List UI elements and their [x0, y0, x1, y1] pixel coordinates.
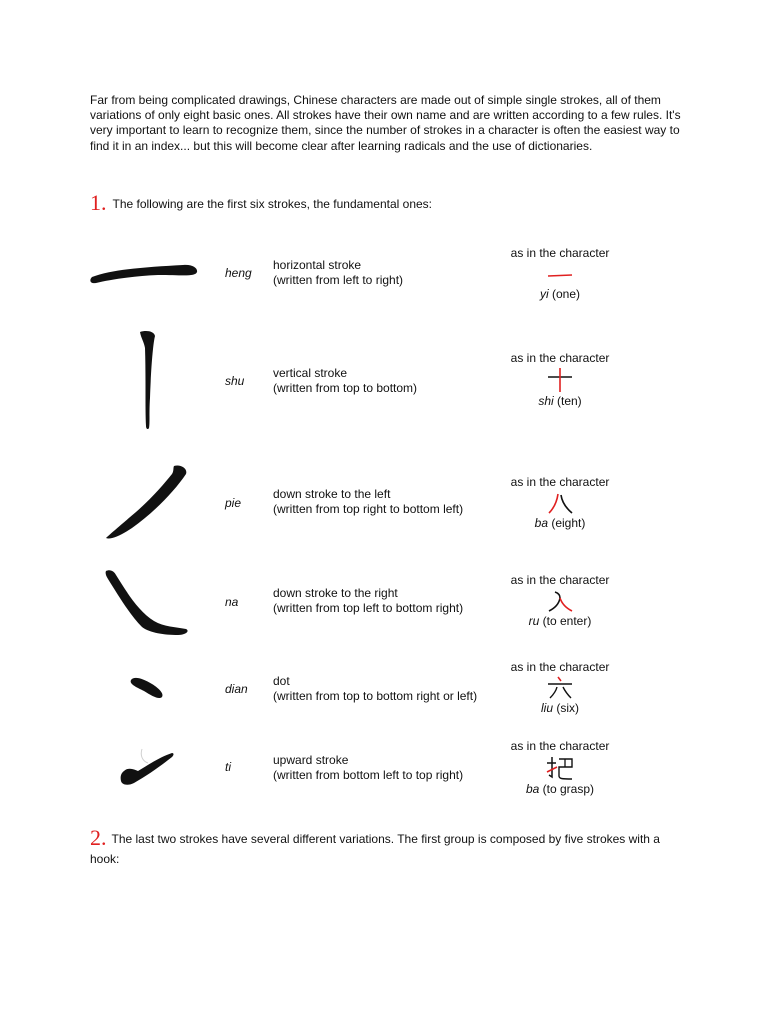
- example-pinyin: ru: [528, 614, 540, 628]
- example-character: [500, 246, 620, 301]
- character-shi-icon: [545, 367, 575, 393]
- stroke-desc-line2: (written from top left to bottom right): [273, 601, 464, 615]
- example-translation: (to enter): [542, 614, 592, 628]
- example-meaning: [500, 516, 620, 530]
- stroke-desc-line2: (written from top to bottom): [273, 381, 418, 395]
- character-ba-eight-icon: [545, 491, 575, 515]
- stroke-description: [273, 366, 417, 396]
- stroke-desc-line1: down stroke to the right: [273, 586, 398, 600]
- example-translation: (one): [552, 287, 581, 301]
- heng-stroke-icon: [88, 259, 203, 287]
- as-in-label: as in the character: [510, 475, 610, 489]
- intro-paragraph: Far from being complicated drawings, Chinese characters are made out of simple single strokes, all of them variations of only eight basic ones. All strokes have their own name and are written according to a few rules. It's very important to learn to recognize them, since the number of strokes in a character is often the easiest way to find it in an index... but this will become clear after learning radicals and the use of dictionaries.: [90, 93, 681, 153]
- stroke-name: heng: [225, 266, 252, 280]
- example-character: [500, 351, 620, 408]
- example-pinyin: shi: [538, 394, 554, 408]
- example-meaning: [500, 287, 620, 301]
- as-in-label: as in the character: [510, 573, 610, 587]
- stroke-desc-line2: (written from bottom left to top right): [273, 768, 464, 782]
- example-pinyin: liu: [540, 701, 553, 715]
- stroke-description: [273, 258, 403, 288]
- stroke-description: [273, 487, 463, 517]
- example-pinyin: yi: [539, 287, 549, 301]
- section-1-text: The following are the first six strokes, the fundamental ones:: [112, 197, 432, 211]
- section-2-text: The last two strokes have several different variations. The first group is composed by five strokes with a hook:: [90, 832, 660, 866]
- stroke-name: ti: [225, 760, 231, 774]
- example-character: [500, 573, 620, 628]
- example-translation: (six): [556, 701, 580, 715]
- stroke-desc-line1: upward stroke: [273, 753, 349, 767]
- character-ru-icon: [545, 589, 575, 613]
- pie-stroke-icon: [102, 462, 190, 542]
- stroke-desc-line2: (written from top right to bottom left): [273, 502, 464, 516]
- example-character: [500, 660, 620, 715]
- example-translation: (eight): [551, 516, 586, 530]
- example-meaning: [500, 701, 620, 715]
- stroke-desc-line1: down stroke to the left: [273, 487, 391, 501]
- as-in-label: as in the character: [510, 351, 610, 365]
- example-character: [500, 475, 620, 530]
- stroke-desc-line2: (written from top to bottom right or left): [273, 689, 478, 703]
- character-ba-grasp-icon: [545, 755, 575, 781]
- stroke-desc-line1: horizontal stroke: [273, 258, 362, 272]
- stroke-description: [273, 586, 463, 616]
- shu-stroke-icon: [134, 328, 162, 432]
- as-in-label: as in the character: [510, 246, 610, 260]
- example-meaning: [500, 394, 620, 408]
- as-in-label: as in the character: [510, 660, 610, 674]
- example-pinyin: ba: [534, 516, 548, 530]
- character-liu-icon: [545, 676, 575, 700]
- example-character: [500, 739, 620, 796]
- stroke-name: pie: [225, 496, 242, 510]
- section-1-number: 1.: [90, 190, 107, 215]
- section-2-paragraph: [90, 825, 690, 869]
- stroke-desc-line1: vertical stroke: [273, 366, 348, 380]
- na-stroke-icon: [102, 567, 192, 637]
- example-meaning: [500, 614, 620, 628]
- stroke-desc-line2: (written from left to right): [273, 273, 404, 287]
- as-in-label: as in the character: [510, 739, 610, 753]
- example-pinyin: ba: [525, 782, 540, 796]
- stroke-name: na: [225, 595, 239, 609]
- stroke-description: [273, 674, 477, 704]
- example-translation: (to grasp): [542, 782, 595, 796]
- stroke-desc-line1: dot: [273, 674, 290, 688]
- stroke-name: shu: [225, 374, 245, 388]
- stroke-description: [273, 753, 463, 783]
- stroke-name: dian: [225, 682, 248, 696]
- example-meaning: [500, 782, 620, 796]
- ti-stroke-icon: [118, 745, 178, 789]
- section-1-heading: [90, 190, 432, 216]
- dian-stroke-icon: [128, 674, 168, 702]
- example-translation: (ten): [557, 394, 582, 408]
- character-yi-icon: [545, 262, 575, 286]
- section-2-number: 2.: [90, 825, 107, 850]
